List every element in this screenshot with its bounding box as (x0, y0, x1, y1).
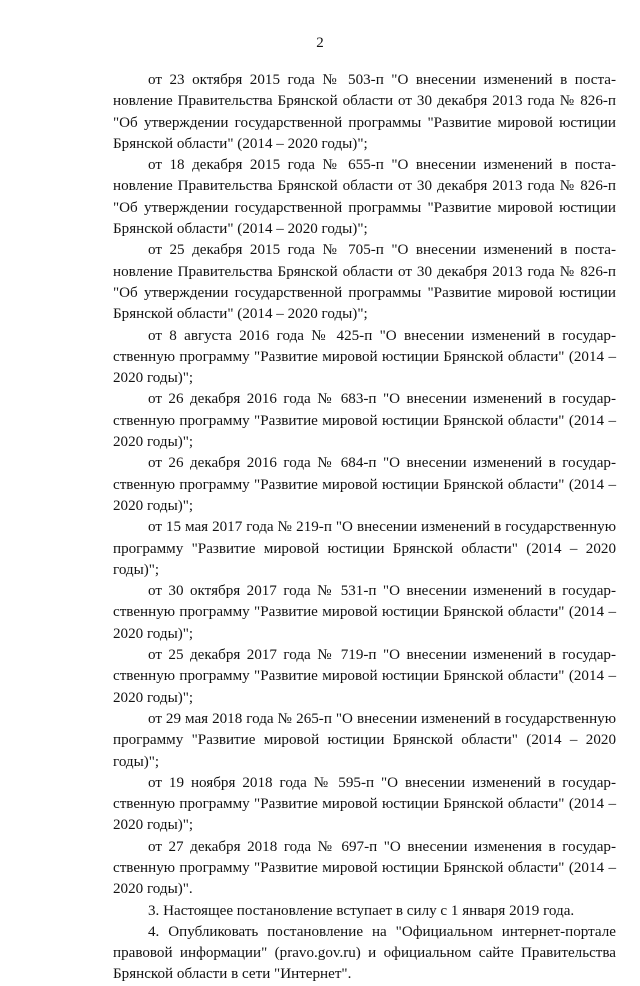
page-number: 2 (316, 35, 324, 51)
amendment-item: от 26 декабря 2016 года № 683-п "О внесении изменений в государственную программу "Развитие мировой юстиции Брянской области" (2014 – 2020 годы)"; (113, 391, 616, 451)
amendment-item: от 19 ноября 2018 года № 595-п "О внесении изменений в государственную программу "Развитие мировой юстиции Брянской области" (2014 – 2020 годы)"; (113, 774, 616, 834)
amendment-item: от 29 мая 2018 года № 265-п "О внесении изменений в государственную программу "Развитие мировой юстиции Брянской области" (2014 – 2020 годы)"; (113, 710, 616, 770)
amendment-item: от 30 октября 2017 года № 531-п "О внесении изменений в государственную программу "Развитие мировой юстиции Брянской области" (2014 – 2020 годы)"; (113, 583, 616, 642)
amendment-item: от 25 декабря 2015 года № 705-п "О внесении изменений в постановление Правительства Брянской области от 30 декабря 2013 года № 826-п "Об утверждении государственной программы "Развитие мировой юстиции Брянской области" (2014 – 2020 годы)"; (113, 242, 616, 323)
amendment-item: от 23 октября 2015 года № 503-п "О внесении изменений в постановление Правительства Брянской области от 30 декабря 2013 года № 826-п "Об утверждении государственной программы "Развитие мировой юстиции Брянской области" (2014 – 2020 годы)"; (113, 72, 616, 152)
amendment-item: от 25 декабря 2017 года № 719-п "О внесении изменений в государственную программу "Развитие мировой юстиции Брянской области" (2014 – 2020 годы)"; (113, 647, 616, 706)
clause-3-effective-date: 3. Настоящее постановление вступает в силу с 1 января 2019 года. (148, 902, 575, 919)
document-body (113, 70, 616, 986)
amendment-item: от 8 августа 2016 года № 425-п "О внесении изменений в государственную программу "Развитие мировой юстиции Брянской области" (2014 – 2020 годы)"; (113, 327, 616, 387)
amendment-item: от 15 мая 2017 года № 219-п "О внесении изменений в государственную программу "Развитие мировой юстиции Брянской области" (2014 – 2020 годы)"; (113, 519, 616, 578)
amendment-item: от 18 декабря 2015 года № 655-п "О внесении изменений в постановление Правительства Брянской области от 30 декабря 2013 года № 826-п "Об утверждении государственной программы "Развитие мировой юстиции Брянской области" (2014 – 2020 годы)"; (113, 157, 616, 238)
amendment-item: от 27 декабря 2018 года № 697-п "О внесении изменения в государственную программу "Развитие мировой юстиции Брянской области" (2014 – 2020 годы)". (113, 838, 616, 898)
clause-4-publication: 4. Опубликовать постановление на "Официальном интернет-портале правовой информации" (pravo.gov.ru) и официальном сайте Правительства Брянской области в сети "Интернет". (113, 923, 616, 983)
amendment-item: от 26 декабря 2016 года № 684-п "О внесении изменений в государственную программу "Развитие мировой юстиции Брянской области" (2014 – 2020 годы)"; (113, 455, 616, 514)
